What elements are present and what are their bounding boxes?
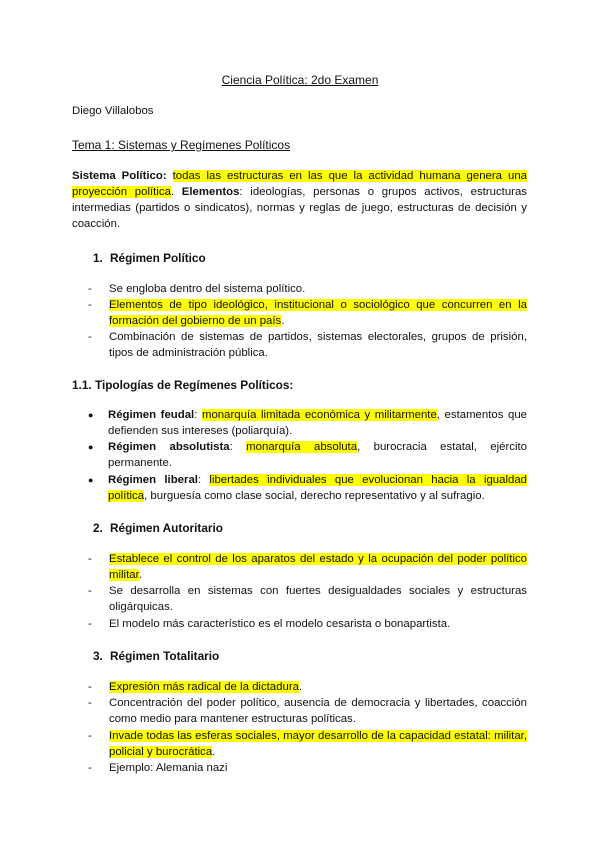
intro-paragraph: Sistema Político: todas las estructuras en las que la actividad humana genera una proyección política. Elementos: ideologías, personas o grupos activos, estructuras intermedias (partidos o sindicatos), normas y reglas de juego, estructuras de decisión y coacción. xyxy=(72,170,527,230)
document-title: Ciencia Política: 2do Examen xyxy=(221,73,379,87)
intro-definition: todas las estructuras en las que la actividad humana genera una proyección política xyxy=(72,170,527,198)
intro-term: Sistema Político: xyxy=(72,170,167,182)
list-item: - Se engloba dentro del sistema político. xyxy=(88,283,306,295)
list-item: ● Régimen absolutista: monarquía absoluta, burocracia estatal, ejército permanente. xyxy=(88,441,527,469)
list-item: - Invade todas las esferas sociales, mayor desarrollo de la capacidad estatal: militar, policial y burocrática. xyxy=(88,730,527,758)
list-item: - El modelo más característico es el modelo cesarista o bonapartista. xyxy=(88,618,451,630)
list-item: ● Régimen liberal: libertades individuales que evolucionan hacia la igualdad política, burguesía como clase social, derecho representativo y al sufragio. xyxy=(88,474,527,502)
list-item: - Expresión más radical de la dictadura. xyxy=(88,681,303,693)
dash-marker: - xyxy=(88,681,92,693)
dash-marker: - xyxy=(88,585,92,597)
list-item: - Elementos de tipo ideológico, institucional o sociológico que concurren en la formación del gobierno de un país. xyxy=(88,299,527,327)
dash-marker: - xyxy=(88,331,92,343)
list-item: - Combinación de sistemas de partidos, sistemas electorales, grupos de prisión, tipos de administración pública. xyxy=(88,331,527,359)
topic-heading: Tema 1: Sistemas y Regímenes Políticos xyxy=(72,138,291,152)
section-heading-regimen-autoritario: 2. Régimen Autoritario xyxy=(93,521,223,535)
dash-marker: - xyxy=(88,299,92,311)
elements-label: Elementos xyxy=(181,186,240,198)
dash-marker: - xyxy=(88,618,92,630)
list-item: ● Régimen feudal: monarquía limitada económica y militarmente, estamentos que defienden sus intereses (poliarquía). xyxy=(88,409,527,437)
dash-marker: - xyxy=(88,553,92,565)
section-heading-regimen-totalitario: 3. Régimen Totalitario xyxy=(93,649,220,663)
author-name: Diego Villalobos xyxy=(72,105,154,117)
elements-text: : ideologías, personas o grupos activos, estructuras intermedias (partidos o sindicatos), normas y reglas de juego, estructuras de decisión y coacción. xyxy=(72,186,527,230)
dash-marker: - xyxy=(88,762,92,774)
dash-marker: - xyxy=(88,283,92,295)
list-item: - Ejemplo: Alemania nazi xyxy=(88,762,228,774)
section-heading-regimen-politico: 1. Régimen Político xyxy=(93,251,206,265)
list-item: - Se desarrolla en sistemas con fuertes desigualdades sociales y estructuras oligárquicas. xyxy=(88,585,527,613)
list-item: - Concentración del poder político, ausencia de democracia y libertades, coacción como medio para mantener estructuras políticas. xyxy=(88,697,527,725)
dash-marker: - xyxy=(88,697,92,709)
bullet-marker: ● xyxy=(88,410,94,420)
list-item: - Establece el control de los aparatos del estado y la ocupación del poder político militar. xyxy=(88,553,527,581)
subsection-heading-tipologias: 1.1. Tipologías de Regímenes Políticos: xyxy=(72,378,294,392)
dash-marker: - xyxy=(88,730,92,742)
bullet-marker: ● xyxy=(88,475,94,485)
bullet-marker: ● xyxy=(88,442,94,452)
